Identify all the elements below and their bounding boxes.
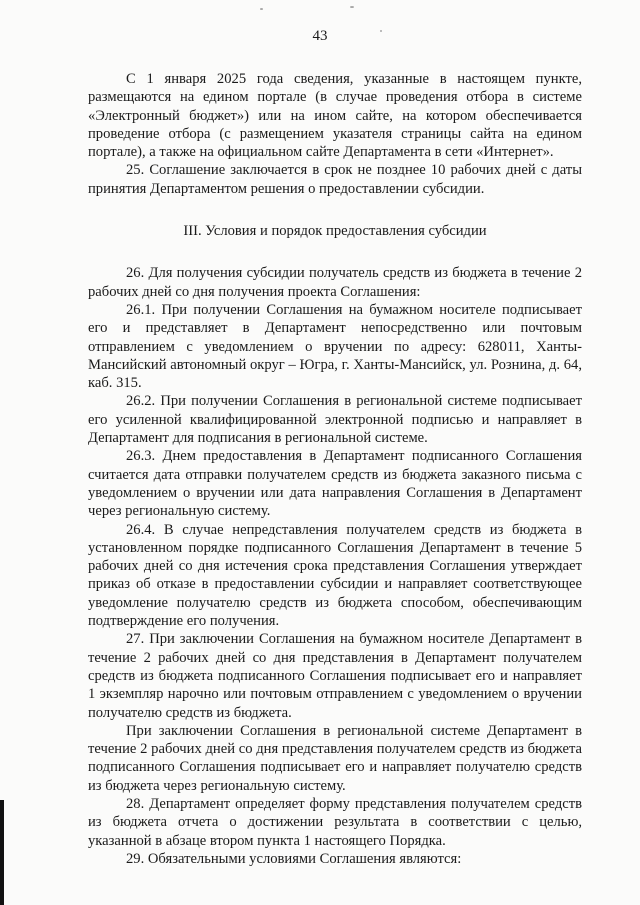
paragraph: 29. Обязательными условиями Соглашения являются: [126, 850, 462, 867]
scan-edge-mark [0, 800, 4, 905]
paragraph: При заключении Соглашения в региональной системе Департамент в течение 2 рабочих дней со дня представления получателем средств из бюджета подписанного Соглашения подписывает его и направляет получателю средств из бюджета через региональную систему. [88, 722, 582, 794]
document-body [88, 70, 582, 868]
paragraph: 26.1. При получении Соглашения на бумажном носителе подписывает его и представляет в Департамент непосредственно или почтовым отправлением с уведомлением о вручении по адресу: 628011, Ханты-Мансийский автономный округ – Югра, г. Ханты-Мансийск, ул. Рознина, д. 64, каб. 315. [88, 301, 582, 392]
scan-speck [260, 8, 263, 10]
scan-speck [380, 30, 382, 32]
paragraph: 27. При заключении Соглашения на бумажном носителе Департамент в течение 2 рабочих дней со дня представления в Департамент получателем средств из бюджета подписанного Соглашения подписывает его и направляет 1 экземпляр нарочно или почтовым отправлением с уведомлением о вручении получателю средств из бюджета. [88, 631, 582, 721]
section-heading: III. Условия и порядок предоставления субсидии [183, 223, 487, 240]
scan-speck [350, 6, 354, 8]
paragraph: 28. Департамент определяет форму представления получателем средств из бюджета отчета о достижении результата в соответствии с целью, указанной в абзаце втором пункта 1 настоящего Порядка. [88, 795, 582, 849]
page-number: 43 [312, 28, 328, 44]
paragraph: 26.4. В случае непредставления получателем средств из бюджета в установленном порядке подписанного Соглашения Департамент в течение 5 рабочих дней со дня истечения срока представления Соглашения утверждает приказ об отказе в предоставлении субсидии и направляет соответствующее уведомление получателю средств из бюджета способом, обеспечивающим подтверждение его получения. [88, 521, 582, 630]
paragraph: 26.2. При получении Соглашения в региональной системе подписывает его усиленной квалифицированной электронной подписью и направляет в Департамент для подписания в региональной системе. [88, 393, 582, 447]
paragraph: С 1 января 2025 года сведения, указанные в настоящем пункте, размещаются на едином портале (в случае проведения отбора в системе «Электронный бюджет») или на ином сайте, на котором обеспечивается проведение отбора (с размещением указателя страницы сайта на едином портале), а также на официальном сайте Департамента в сети «Интернет». [88, 71, 582, 161]
paragraph: 25. Соглашение заключается в срок не позднее 10 рабочих дней с даты принятия Департаментом решения о предоставлении субсидии. [88, 162, 582, 197]
paragraph: 26.3. Днем предоставления в Департамент подписанного Соглашения считается дата отправки получателем средств из бюджета заказного письма с уведомлением о вручении или дата направления Соглашения в Департамент через региональную систему. [88, 448, 582, 520]
paragraph: 26. Для получения субсидии получатель средств из бюджета в течение 2 рабочих дней со дня получения проекта Соглашения: [88, 265, 582, 300]
